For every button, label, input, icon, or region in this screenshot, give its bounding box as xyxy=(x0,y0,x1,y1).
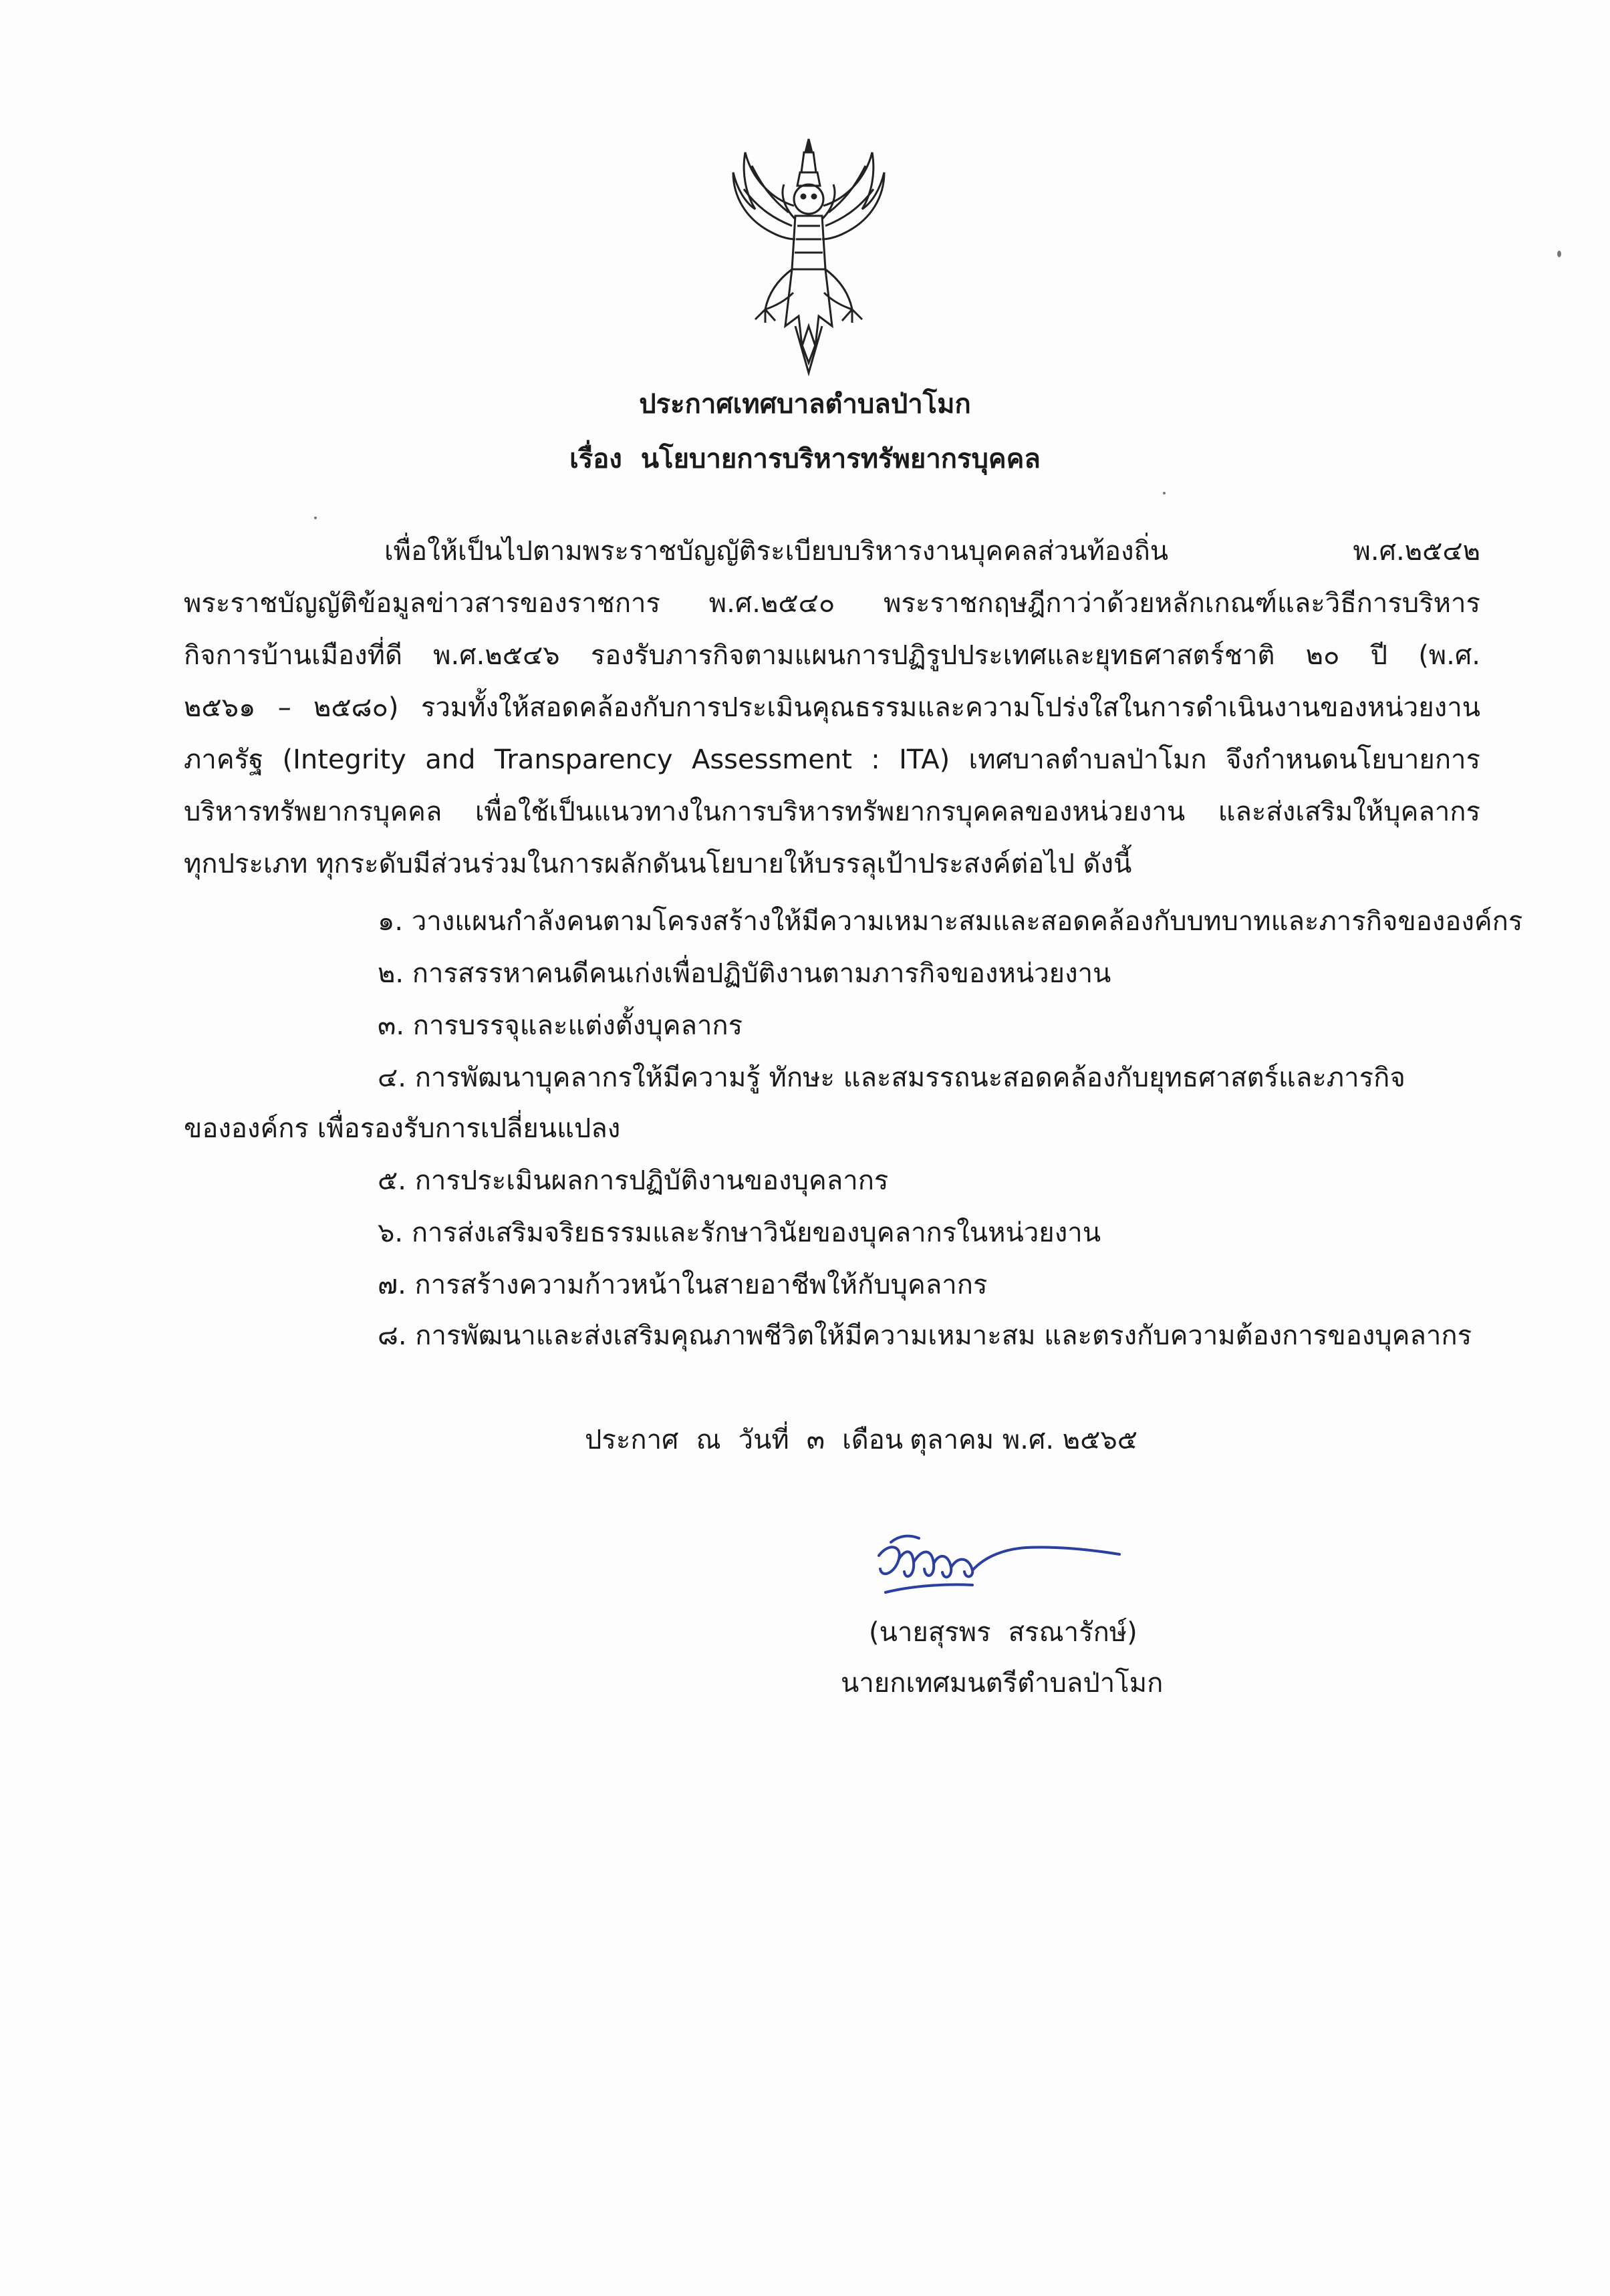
policy-item: ๖. การส่งเสริมจริยธรรมและรักษาวินัยของบุคลากรในหน่วยงาน xyxy=(378,1217,1101,1248)
document-title: ประกาศเทศบาลตำบลป่าโมก xyxy=(639,389,971,420)
policy-item: ๓. การบรรจุและแต่งตั้งบุคลากร xyxy=(378,1010,743,1041)
garuda-emblem-icon xyxy=(725,126,892,380)
scan-speck xyxy=(1163,492,1166,494)
policy-item: ๒. การสรรหาคนดีคนเก่งเพื่อปฏิบัติงานตามภารกิจของหน่วยงาน xyxy=(378,958,1111,989)
scan-speck xyxy=(314,517,317,519)
paragraph-line: บริหารทรัพยากรบุคคล เพื่อใช้เป็นแนวทางในการบริหารทรัพยากรบุคคลของหน่วยงาน และส่งเสริมให้บุคลากร xyxy=(184,797,1480,827)
paragraph-line: กิจการบ้านเมืองที่ดี พ.ศ.๒๕๔๖ รองรับภารกิจตามแผนการปฏิรูปประเทศและยุทธศาสตร์ชาติ ๒๐ ปี (พ.ศ. xyxy=(184,640,1480,671)
subject-label: เรื่อง xyxy=(569,444,622,474)
announcement-date xyxy=(585,1418,1137,1461)
signatory-name-last: สรณารักษ์) xyxy=(1008,1617,1137,1648)
announce-month-year: ตุลาคม พ.ศ. ๒๕๖๕ xyxy=(910,1425,1138,1455)
paragraph-line: ภาครัฐ (Integrity and Transparency Assessment : ITA) เทศบาลตำบลป่าโมก จึงกำหนดนโยบายการ xyxy=(184,744,1480,775)
announce-at: ณ xyxy=(696,1425,721,1455)
announce-day-label: วันที่ xyxy=(738,1425,789,1455)
policy-item: ๑. วางแผนกำลังคนตามโครงสร้างให้มีความเหมาะสมและสอดคล้องกับบทบาทและภารกิจขององค์กร xyxy=(378,906,1523,937)
policy-item: ๘. การพัฒนาและส่งเสริมคุณภาพชีวิตให้มีความเหมาะสม และตรงกับความต้องการของบุคลากร xyxy=(378,1320,1472,1351)
announce-day: ๓ xyxy=(806,1425,825,1455)
signatory-position: นายกเทศมนตรีตำบลป่าโมก xyxy=(841,1668,1164,1699)
paragraph-line: เพื่อให้เป็นไปตามพระราชบัญญัติระเบียบบริหารงานบุคคลส่วนท้องถิ่น พ.ศ.๒๕๔๒ xyxy=(384,536,1480,567)
paragraph-line: พระราชบัญญัติข้อมูลข่าวสารของราชการ พ.ศ.๒๕๔๐ พระราชกฤษฎีกาว่าด้วยหลักเกณฑ์และวิธีการบริหาร xyxy=(184,588,1480,619)
announce-month-label: เดือน xyxy=(842,1425,904,1455)
policy-item: ๔. การพัฒนาบุคลากรให้มีความรู้ ทักษะ และสมรรถนะสอดคล้องกับยุทธศาสตร์และภารกิจ xyxy=(378,1062,1405,1093)
policy-item: ๗. การสร้างความก้าวหน้าในสายอาชีพให้กับบุคลากร xyxy=(378,1270,988,1300)
signatory-name-first: (นายสุรพร xyxy=(869,1617,991,1648)
scan-speck xyxy=(1557,251,1561,257)
paragraph-line: ๒๕๖๑ – ๒๕๘๐) รวมทั้งให้สอดคล้องกับการประเมินคุณธรรมและความโปร่งใสในการดำเนินงานของหน่วยงาน xyxy=(184,692,1480,723)
policy-item: ๕. การประเมินผลการปฏิบัติงานของบุคลากร xyxy=(378,1165,889,1196)
announce-prefix: ประกาศ xyxy=(585,1425,679,1455)
paragraph-line: ทุกประเภท ทุกระดับมีส่วนร่วมในการผลักดันนโยบายให้บรรลุเป้าประสงค์ต่อไป ดังนี้ xyxy=(184,849,1132,879)
document-subject xyxy=(0,437,1610,480)
subject-text: นโยบายการบริหารทรัพยากรบุคคล xyxy=(640,444,1041,474)
policy-item-continuation: ขององค์กร เพื่อรองรับการเปลี่ยนแปลง xyxy=(184,1113,621,1144)
handwritten-signature-icon xyxy=(872,1529,1126,1602)
signatory-name xyxy=(869,1610,1137,1653)
